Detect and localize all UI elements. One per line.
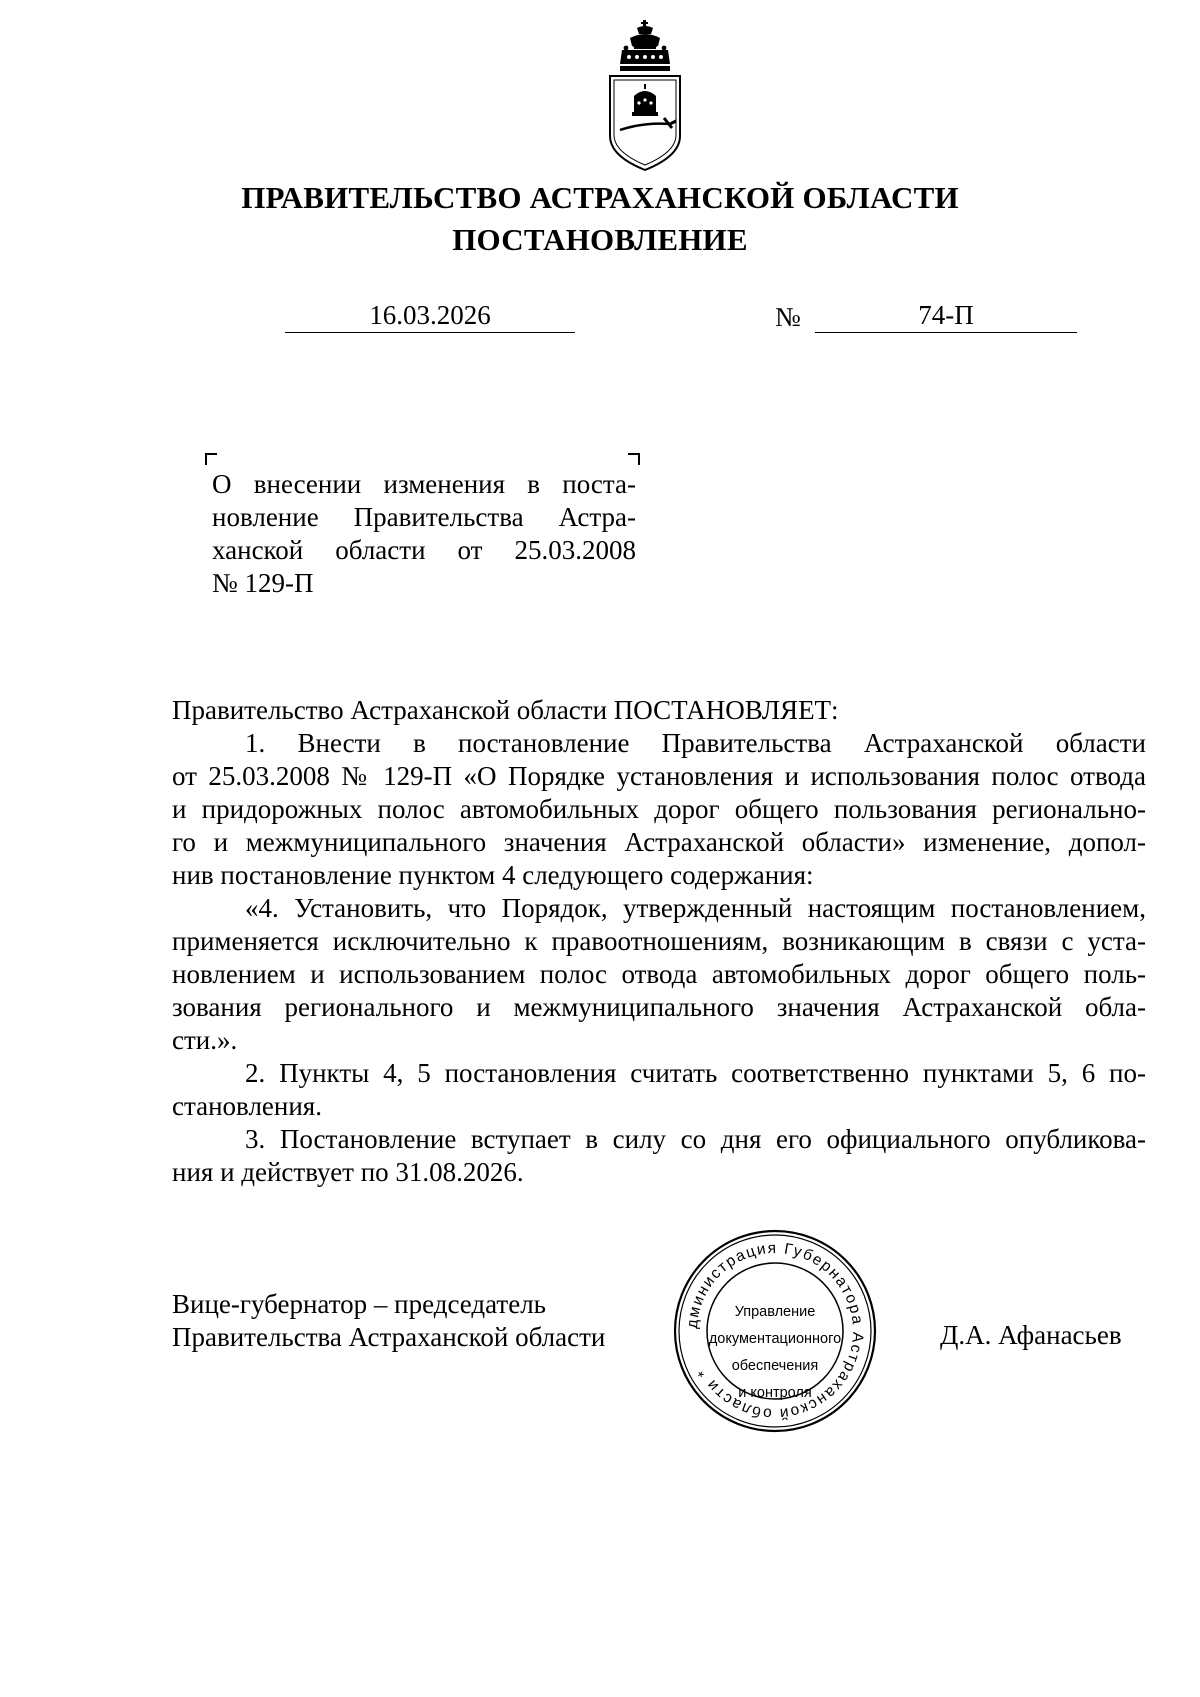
body-line: 1. Внести в постановление Правительства Астраханской области: [245, 728, 1146, 758]
stamp-inner-line: документационного: [708, 1331, 842, 1347]
preamble: Правительство Астраханской области ПОСТАНОВЛЯЕТ:: [172, 695, 839, 725]
title-corner-left-icon: [205, 453, 217, 465]
document-body: [172, 694, 1146, 1189]
issuer-title: ПРАВИТЕЛЬСТВО АСТРАХАНСКОЙ ОБЛАСТИ: [241, 180, 959, 215]
body-line: «4. Установить, что Порядок, утвержденный настоящим постановлением,: [245, 893, 1146, 923]
subject-line: новление Правительства Астра-: [212, 502, 636, 532]
document-subject: [212, 468, 636, 600]
subject-line: О внесении изменения в поста-: [212, 469, 636, 499]
signatory-position-line: Правительства Астраханской области: [172, 1322, 606, 1352]
body-line: 3. Постановление вступает в силу со дня его официального опубликова-: [245, 1124, 1146, 1154]
signatory-position: [172, 1288, 605, 1354]
body-line: новлением и использованием полос отвода автомобильных дорог общего поль-: [172, 959, 1146, 989]
body-line: применяется исключительно к правоотношениям, возникающим в связи с уста-: [172, 926, 1146, 956]
title-corner-right-icon: [628, 453, 640, 465]
signatory-position-line: Вице-губернатор – председатель: [172, 1289, 546, 1319]
body-line: становления.: [172, 1091, 322, 1121]
official-stamp: [672, 1228, 878, 1434]
stamp-inner-line: и контроля: [738, 1385, 812, 1401]
body-line: ния и действует по 31.08.2026.: [172, 1157, 524, 1187]
document-date: 16.03.2026: [285, 298, 575, 333]
subject-line: № 129-П: [212, 568, 314, 598]
document-type-title: ПОСТАНОВЛЕНИЕ: [452, 222, 748, 257]
body-line: сти.».: [172, 1025, 238, 1055]
body-line: го и межмуниципального значения Астраханской области» изменение, допол-: [172, 827, 1146, 857]
stamp-inner-line: Управление: [734, 1304, 816, 1320]
body-line: нив постановление пунктом 4 следующего содержания:: [172, 860, 814, 890]
body-line: от 25.03.2008 № 129-П «О Порядке установления и использования полос отвода: [172, 761, 1146, 791]
stamp-ring-text: дминистрация Губернатора Астраханской области *: [683, 1239, 867, 1423]
body-line: 2. Пункты 4, 5 постановления считать соответственно пунктами 5, 6 по-: [245, 1058, 1146, 1088]
number-sign: №: [775, 302, 801, 332]
stamp-inner-line: обеспечения: [731, 1358, 819, 1374]
coat-of-arms-icon: [604, 20, 686, 172]
stamp-inner-text: [672, 1299, 878, 1407]
document-number: 74-П: [815, 298, 1077, 333]
body-line: зования регионального и межмуниципального значения Астраханской обла-: [172, 992, 1146, 1022]
signatory-name: Д.А. Афанасьев: [940, 1320, 1122, 1350]
subject-line: ханской области от 25.03.2008: [212, 535, 636, 565]
body-line: и придорожных полос автомобильных дорог общего пользования регионально-: [172, 794, 1146, 824]
